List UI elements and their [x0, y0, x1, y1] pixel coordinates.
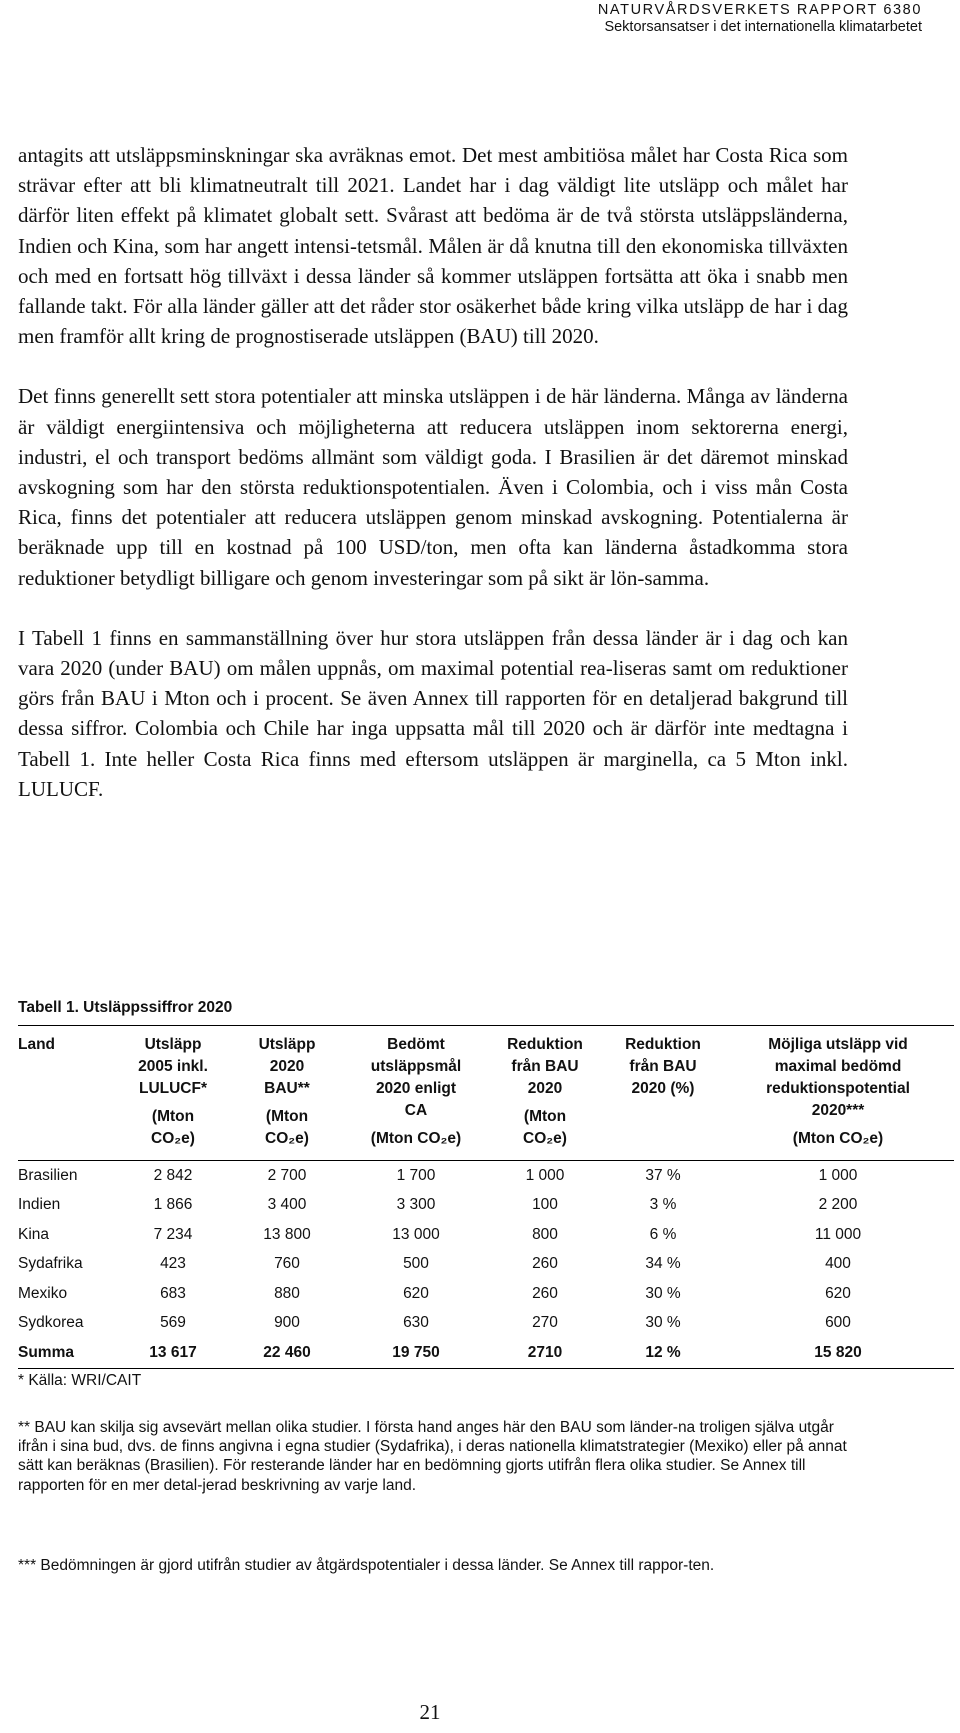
- value-cell: 2 200: [818, 1196, 858, 1214]
- column-header: [228, 1026, 346, 1161]
- value-cell: 880: [274, 1284, 300, 1302]
- value-cell: 620: [403, 1284, 429, 1302]
- value-cell: 13 617: [118, 1338, 228, 1368]
- value-cell: 22 460: [228, 1338, 346, 1368]
- column-header: [18, 1026, 118, 1161]
- value-cell: 423: [160, 1255, 186, 1273]
- value-cell: 400: [825, 1255, 851, 1273]
- column-unit: (Mton CO₂e): [151, 1108, 195, 1147]
- value-cell: 760: [274, 1255, 300, 1273]
- value-cell: 683: [160, 1284, 186, 1302]
- value-cell: 900: [274, 1314, 300, 1332]
- table-header-row: [18, 1026, 954, 1161]
- country-cell: Sydkorea: [18, 1314, 84, 1332]
- column-title: Möjliga utsläpp vid maximal bedömd reduktionspotential 2020***: [766, 1036, 910, 1119]
- country-cell: Sydafrika: [18, 1255, 83, 1273]
- column-header: [346, 1026, 486, 1161]
- value-cell: 6 %: [649, 1225, 677, 1243]
- table-row: [18, 1309, 954, 1339]
- column-title: Land: [18, 1036, 56, 1053]
- column-title: Reduktion från BAU 2020: [507, 1036, 583, 1097]
- value-cell: 620: [825, 1284, 851, 1302]
- paragraph: Det finns generellt sett stora potentialer att minska utsläppen i de här länderna. Många av länderna är väldigt energiintensiva och möjligheterna att reducera utsläppen inom sektorerna energi, industri, el och transport bedöms allmänt som väldigt goda. I Brasilien är det däremot minskad avskogning som har den största reduktionspotentialen. Även i Colombia, och i viss mån Costa Rica, finns det potentialer att reducera utsläppen genom minskad avskogning. Potentialerna är beräknade upp till en kostnad på 100 USD/ton, men ofta kan länderna åstadkomma stora reduktioner betydligt billigare och genom investeringar som på sikt är lön-samma.: [18, 384, 848, 590]
- value-cell: 19 750: [346, 1338, 486, 1368]
- value-cell: 7 234: [153, 1225, 193, 1243]
- column-unit: (Mton CO₂e): [370, 1130, 462, 1147]
- page-header: [598, 2, 922, 36]
- value-cell: 11 000: [814, 1225, 862, 1243]
- value-cell: 3 400: [267, 1196, 307, 1214]
- value-cell: 1 700: [396, 1166, 436, 1184]
- column-header: [486, 1026, 604, 1161]
- table-row: [18, 1161, 954, 1191]
- value-cell: 800: [532, 1225, 558, 1243]
- value-cell: 1 866: [153, 1196, 193, 1214]
- value-cell: 37 %: [645, 1166, 681, 1184]
- report-subtitle: Sektorsansatser i det internationella klimatarbetet: [604, 19, 922, 35]
- report-series: NATURVÅRDSVERKETS RAPPORT 6380: [597, 2, 922, 18]
- value-cell: 569: [160, 1314, 186, 1332]
- value-cell: 34 %: [645, 1255, 681, 1273]
- table-row: [18, 1250, 954, 1280]
- column-title: Utsläpp 2020 BAU**: [258, 1036, 316, 1097]
- value-cell: 600: [825, 1314, 851, 1332]
- country-cell: Summa: [18, 1338, 118, 1368]
- country-cell: Brasilien: [18, 1166, 78, 1184]
- value-cell: 1 000: [525, 1166, 565, 1184]
- paragraph: I Tabell 1 finns en sammanställning över hur stora utsläppen från dessa länder är i dag och kan vara 2020 (under BAU) om målen uppnås, om maximal potential rea-liseras samt om reduktioner görs från BAU i Mton och i procent. Se även Annex till rapporten för en detaljerad bakgrund till dessa siffror. Colombia och Chile har inga uppsatta mål till 2020 och är därför inte medtagna i Tabell 1. Inte heller Costa Rica finns med eftersom utsläppen är marginella, ca 5 Mton inkl. LULUCF.: [18, 625, 848, 801]
- paragraph: antagits att utsläppsminskningar ska avräknas emot. Det mest ambitiösa målet har Costa Rica som strävar efter att bli klimatneutralt till 2021. Landet har i dag väldigt lite utsläpp och målet har därför liten effekt på klimatet globalt sett. Svårast att bedöma är de två största utsläppsländerna, Indien och Kina, som har angett intensi-tetsmål. Målen är då knutna till den ekonomiska tillväxten och med en fortsatt hög tillväxt i dessa länder så kommer utsläppen fortsätta att öka i snabb men fallande takt. För alla länder gäller att det råder stor osäkerhet både kring vilka utsläpp de har i dag men framför allt kring de prognostiserade utsläppen (BAU) till 2020.: [18, 143, 848, 349]
- value-cell: 270: [532, 1314, 558, 1332]
- country-cell: Mexiko: [18, 1284, 68, 1302]
- footnote-source: * Källa: WRI/CAIT: [18, 1372, 142, 1389]
- value-cell: 500: [403, 1255, 429, 1273]
- footnote-potential: *** Bedömningen är gjord utifrån studier av åtgärdspotentialer i dessa länder. Se Annex till rappor-ten.: [18, 1557, 715, 1574]
- value-cell: 100: [532, 1196, 558, 1214]
- column-header: [118, 1026, 228, 1161]
- table-caption: Tabell 1. Utsläppssiffror 2020: [18, 999, 233, 1016]
- country-cell: Indien: [18, 1196, 61, 1214]
- value-cell: 12 %: [604, 1338, 722, 1368]
- value-cell: 13 000: [392, 1225, 440, 1243]
- value-cell: 30 %: [645, 1314, 681, 1332]
- table-body: [18, 1161, 954, 1369]
- value-cell: 13 800: [263, 1225, 311, 1243]
- value-cell: 3 %: [649, 1196, 677, 1214]
- footnote-bau: ** BAU kan skilja sig avsevärt mellan olika studier. I första hand anges här den BAU som länder-na troligen själva utgår ifrån i sina bud, dvs. de finns angivna i egna studier (Sydafrika), i deras nationella klimatstrategier (Mexiko) eller på annat sätt kan beräknas (Brasilien). För resterande länder har en bedömning gjorts utifrån flera olika studier. Se Annex till rapporten för en mer detal-jerad beskrivning av varje land.: [18, 1419, 847, 1494]
- value-cell: 2 842: [153, 1166, 193, 1184]
- table-row: [18, 1191, 954, 1221]
- page-number: 21: [419, 1700, 441, 1724]
- value-cell: 3 300: [396, 1196, 436, 1214]
- country-cell: Kina: [18, 1225, 50, 1243]
- body-text: [18, 140, 848, 804]
- value-cell: 260: [532, 1284, 558, 1302]
- value-cell: 1 000: [818, 1166, 858, 1184]
- column-unit: (Mton CO₂e): [792, 1130, 884, 1147]
- value-cell: 30 %: [645, 1284, 681, 1302]
- column-unit: (Mton CO₂e): [265, 1108, 309, 1147]
- table-row: [18, 1279, 954, 1309]
- value-cell: 630: [403, 1314, 429, 1332]
- table-row: [18, 1220, 954, 1250]
- value-cell: 2 700: [267, 1166, 307, 1184]
- value-cell: 2710: [486, 1338, 604, 1368]
- value-cell: 260: [532, 1255, 558, 1273]
- table-total-row: [18, 1338, 954, 1368]
- value-cell: 15 820: [722, 1338, 954, 1368]
- column-title: Utsläpp 2005 inkl. LULUCF*: [138, 1036, 208, 1097]
- column-header: [722, 1026, 954, 1161]
- emissions-table: [18, 1025, 954, 1369]
- column-title: Bedömt utsläppsmål 2020 enligt CA: [370, 1036, 462, 1119]
- column-unit: (Mton CO₂e): [523, 1108, 567, 1147]
- column-title: Reduktion från BAU 2020 (%): [625, 1036, 701, 1097]
- column-header: [604, 1026, 722, 1161]
